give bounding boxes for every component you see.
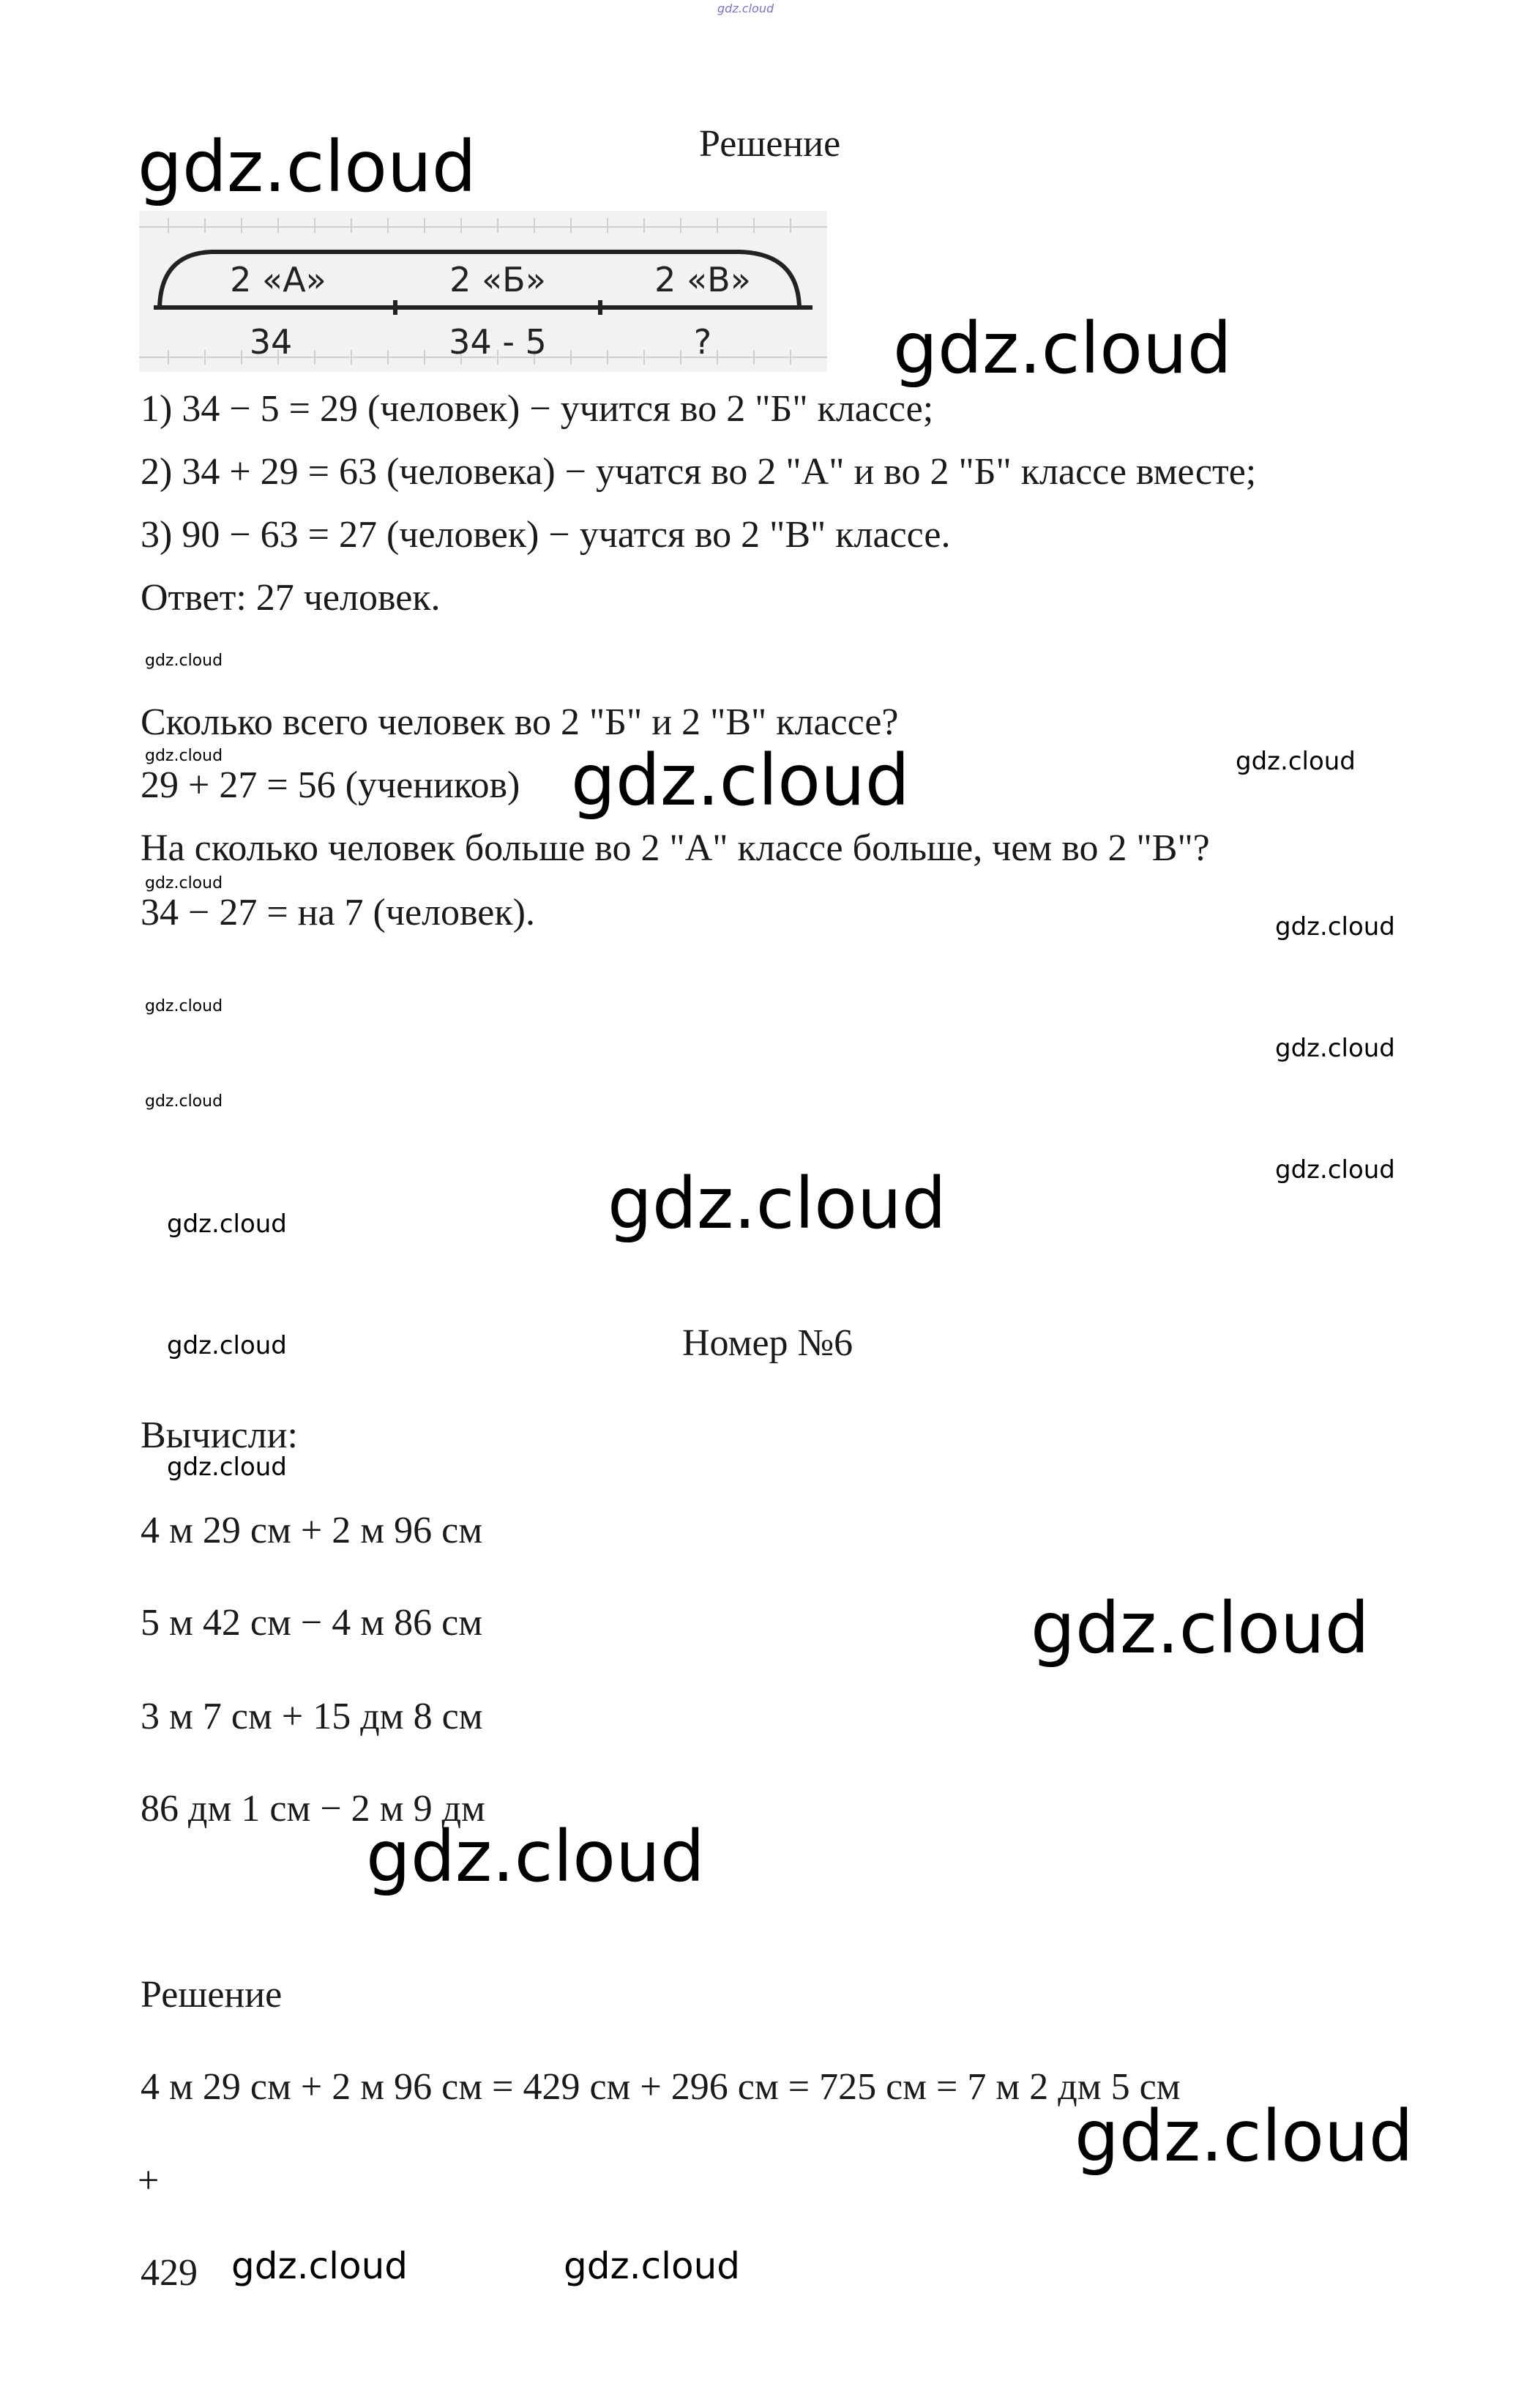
diagram-label-c: 2 «В» — [654, 260, 751, 299]
watermark-top: gdz.cloud — [717, 1, 774, 15]
watermark: gdz.cloud — [1031, 1587, 1370, 1669]
step-2: 2) 34 + 29 = 63 (человека) − учатся во 2 "А" и во 2 "Б" классе вместе; — [141, 451, 1257, 493]
watermark: gdz.cloud — [564, 2245, 741, 2287]
watermark: gdz.cloud — [145, 874, 223, 892]
step-3: 3) 90 − 63 = 27 (человек) − учатся во 2 "В" классе. — [141, 514, 951, 556]
diagram-value-b: 34 - 5 — [449, 322, 547, 362]
watermark: gdz.cloud — [608, 1163, 946, 1245]
watermark: gdz.cloud — [167, 1453, 287, 1482]
watermark: gdz.cloud — [1075, 2095, 1413, 2177]
answer: Ответ: 27 человек. — [141, 577, 441, 619]
task-3: 3 м 7 см + 15 дм 8 см — [141, 1696, 483, 1737]
watermark: gdz.cloud — [145, 747, 223, 765]
watermark: gdz.cloud — [1236, 747, 1356, 776]
column-value: 429 — [141, 2252, 198, 2294]
solution-heading: Решение — [699, 123, 841, 165]
watermark: gdz.cloud — [145, 652, 223, 670]
watermark: gdz.cloud — [167, 1331, 287, 1360]
watermark: gdz.cloud — [145, 997, 223, 1015]
watermark: gdz.cloud — [167, 1209, 287, 1239]
watermark: gdz.cloud — [893, 307, 1232, 389]
solution-line: 4 м 29 см + 2 м 96 см = 429 см + 296 см = 725 см = 7 м 2 дм 5 см — [141, 2066, 1181, 2108]
segment-diagram — [139, 211, 827, 372]
diagram-value-a: 34 — [249, 322, 293, 362]
watermark: gdz.cloud — [366, 1816, 705, 1898]
task-1: 4 м 29 см + 2 м 96 см — [141, 1510, 483, 1551]
diagram-label-b: 2 «Б» — [449, 260, 546, 299]
watermark: gdz.cloud — [1275, 912, 1395, 942]
question-1: Сколько всего человек во 2 "Б" и 2 "В" классе? — [141, 701, 899, 743]
watermark: gdz.cloud — [1275, 1155, 1395, 1185]
step-1: 1) 34 − 5 = 29 (человек) − учится во 2 "Б" классе; — [141, 388, 934, 430]
watermark: gdz.cloud — [138, 126, 477, 208]
problem-title: Номер №6 — [682, 1322, 853, 1364]
answer-2: 34 − 27 = на 7 (человек). — [141, 892, 535, 933]
compute-prompt: Вычисли: — [141, 1414, 298, 1456]
diagram-label-a: 2 «А» — [230, 260, 326, 299]
answer-1: 29 + 27 = 56 (учеников) — [141, 764, 520, 806]
watermark: gdz.cloud — [571, 739, 910, 821]
question-2: На сколько человек больше во 2 "А" классе больше, чем во 2 "В"? — [141, 827, 1210, 869]
task-2: 5 м 42 см − 4 м 86 см — [141, 1602, 483, 1644]
column-plus-sign: + — [138, 2160, 160, 2202]
diagram-value-c: ? — [693, 322, 712, 362]
solution-heading-2: Решение — [141, 1974, 283, 2016]
task-4: 86 дм 1 см − 2 м 9 дм — [141, 1788, 485, 1830]
watermark: gdz.cloud — [231, 2245, 408, 2287]
watermark: gdz.cloud — [1275, 1034, 1395, 1063]
watermark: gdz.cloud — [145, 1092, 223, 1111]
